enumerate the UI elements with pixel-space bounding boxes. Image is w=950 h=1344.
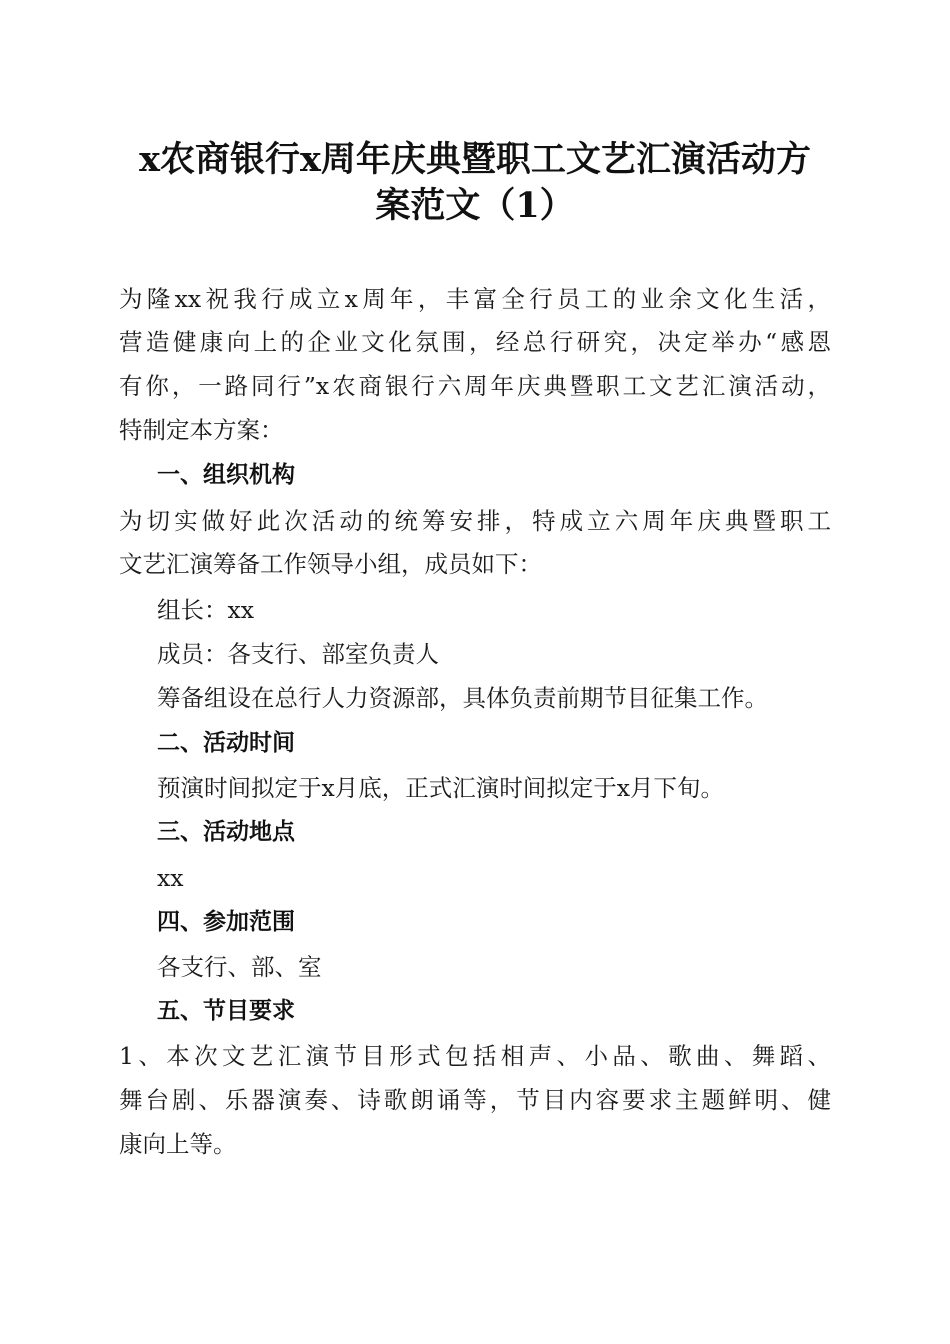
organization-para-line-1: 为切实做好此次活动的统筹安排，特成立六周年庆典暨职工 bbox=[119, 507, 831, 535]
section-heading-program: 五、节目要求 bbox=[157, 998, 295, 1024]
section-heading-scope: 四、参加范围 bbox=[157, 909, 295, 935]
intro-line-1: 为隆xx祝我行成立x周年，丰富全行员工的业余文化生活， bbox=[119, 285, 831, 313]
document-title-line-1: x农商银行x周年庆典暨职工文艺汇演活动方 bbox=[139, 139, 811, 180]
program-line-1: 1、本次文艺汇演节目形式包括相声、小品、歌曲、舞蹈、 bbox=[119, 1042, 831, 1070]
section-heading-location: 三、活动地点 bbox=[157, 819, 295, 845]
section-heading-organization: 一、组织机构 bbox=[157, 462, 295, 488]
section-heading-time: 二、活动时间 bbox=[157, 730, 295, 756]
location-text: xx bbox=[157, 864, 184, 892]
program-line-3: 康向上等。 bbox=[119, 1130, 237, 1158]
document-title-line-2: 案范文（1） bbox=[375, 185, 575, 226]
organization-leader: 组长：xx bbox=[157, 596, 255, 624]
scope-text: 各支行、部、室 bbox=[157, 953, 322, 981]
organization-office: 筹备组设在总行人力资源部，具体负责前期节目征集工作。 bbox=[157, 684, 768, 712]
time-text: 预演时间拟定于x月底，正式汇演时间拟定于x月下旬。 bbox=[157, 774, 725, 802]
organization-para-line-2: 文艺汇演筹备工作领导小组，成员如下： bbox=[119, 550, 542, 578]
intro-line-4: 特制定本方案： bbox=[119, 416, 284, 444]
intro-line-2: 营造健康向上的企业文化氛围，经总行研究，决定举办“感恩 bbox=[119, 328, 831, 356]
organization-members: 成员：各支行、部室负责人 bbox=[157, 640, 439, 668]
intro-line-3: 有你，一路同行”x农商银行六周年庆典暨职工文艺汇演活动， bbox=[119, 372, 831, 400]
program-line-2: 舞台剧、乐器演奏、诗歌朗诵等，节目内容要求主题鲜明、健 bbox=[119, 1086, 831, 1114]
